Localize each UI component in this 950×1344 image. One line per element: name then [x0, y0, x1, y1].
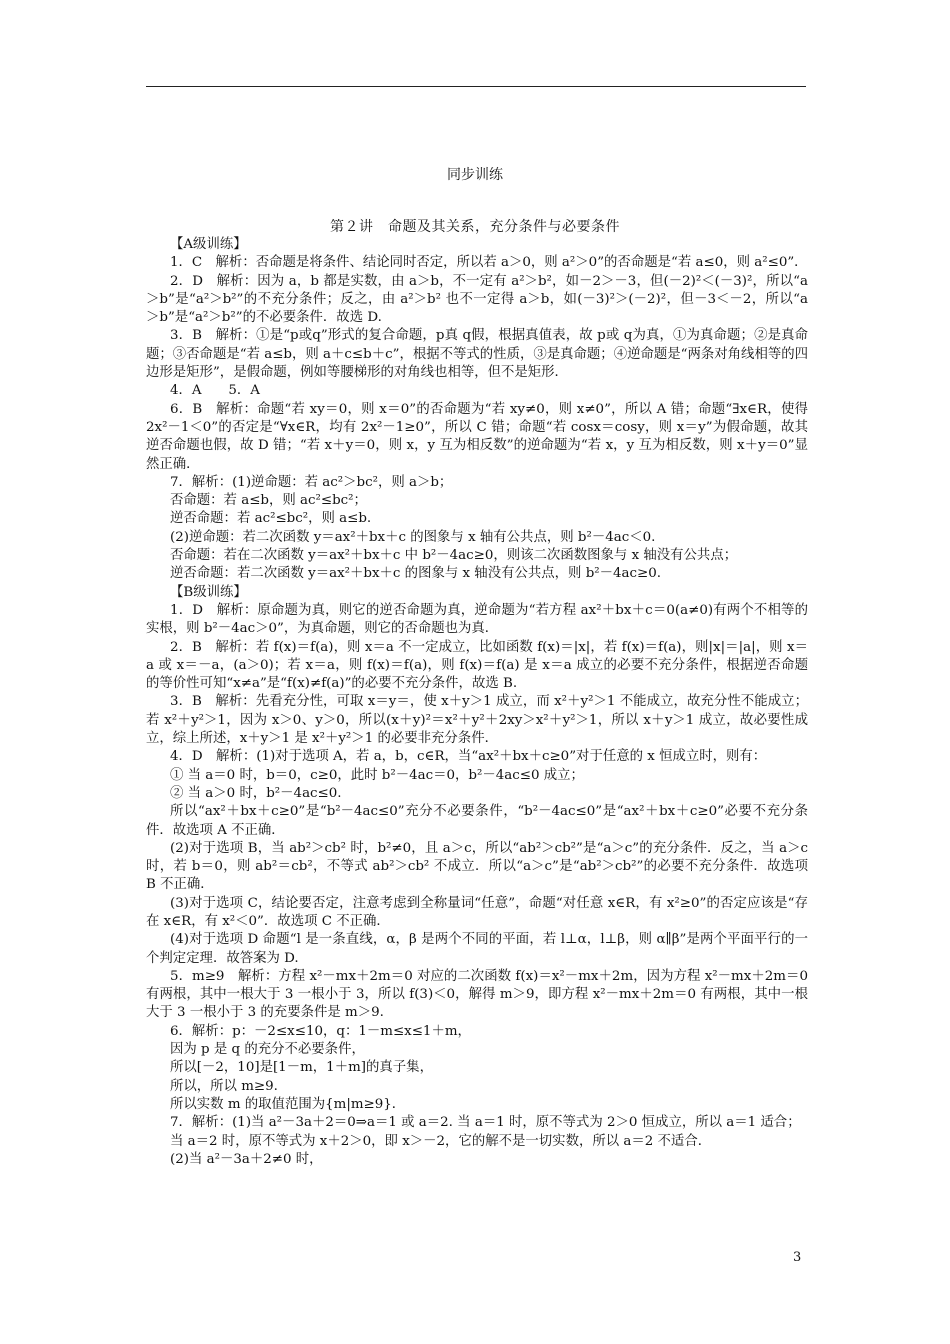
answer-paragraph: 逆否命题：若 ac²≤bc²，则 a≤b.: [170, 511, 372, 527]
answer-paragraph: (2)对于选项 B，当 ab²＞cb² 时，b²≠0，且 a＞c，所以“ab²＞cb²”是“a＞c”的充分条件．反之，当 a＞c 时，若 b＝0，则 ab²＝cb²，不等式 ab²＞cb² 不成立．所以“a＞c”是“ab²＞cb²”的必要不充分条件．故选项 B 不正确．: [146, 840, 808, 893]
content-body: [146, 236, 808, 1169]
answer-paragraph: (4)对于选项 D 命题“l 是一条直线，α，β 是两个不同的平面，若 l⊥α，l⊥β，则 α∥β”是两个平面平行的一个判定定理．故答案为 D.: [146, 932, 808, 966]
answer-paragraph: 4．D 解析：(1)对于选项 A，若 a，b，c∈R，当“ax²＋bx＋c≥0”对于任意的 x 恒成立时，则有：: [170, 749, 767, 765]
answer-paragraph: 6．解析：p：－2≤x≤10，q：1－m≤x≤1＋m，: [170, 1023, 471, 1039]
answer-paragraph: 1．D 解析：原命题为真，则它的逆否命题为真，逆命题为“若方程 ax²＋bx＋c＝0(a≠0)有两个不相等的实根，则 b²－4ac＞0”，为真命题，则它的否命题也为真．: [146, 602, 808, 637]
section-heading-a: 【A级训练】: [170, 237, 247, 252]
answer-paragraph: 当 a＝2 时，原不等式为 x＋2＞0，即 x＞－2，它的解不是一切实数，所以 a＝2 不适合．: [170, 1133, 712, 1149]
lesson-subtitle: 第２讲 命题及其关系，充分条件与必要条件: [330, 219, 620, 235]
answer-paragraph: 7．解析：(1)逆命题：若 ac²＞bc²，则 a＞b；: [170, 474, 453, 490]
answer-paragraph: (2)逆命题：若二次函数 y＝ax²＋bx＋c 的图象与 x 轴有公共点，则 b²－4ac＜0.: [170, 529, 656, 545]
answer-paragraph: 所以“ax²＋bx＋c≥0”是“b²－4ac≤0”充分不必要条件，“b²－4ac≤0”是“ax²＋bx＋c≥0”必要不充分条件．故选项 A 不正确．: [146, 804, 808, 838]
answer-paragraph: 否命题：若 a≤b，则 ac²≤bc²；: [170, 493, 367, 509]
answer-paragraph: 3．B 解析：①是“p或q”形式的复合命题，p真 q假，根据真值表，故 p或 q为真，①为真命题；②是真命题；③否命题是“若 a≤b，则 a＋c≤b＋c”，根据不等式的性质，③是真命题；④逆命题是“两条对角线相等的四边形是矩形”，是假命题，例如等腰梯形的对角线也相等，但不是矩形．: [146, 328, 809, 381]
answer-paragraph: ① 当 a＝0 时，b＝0，c≥0，此时 b²－4ac＝0，b²－4ac≤0 成立；: [170, 767, 584, 783]
page-number: 3: [793, 1250, 802, 1265]
answer-paragraph: 所以[－2，10]是[1－m，1＋m]的真子集，: [170, 1060, 433, 1076]
answer-paragraph: 所以，所以 m≥9.: [170, 1078, 278, 1094]
answer-paragraph: (2)当 a²－3a＋2≠0 时，: [170, 1151, 323, 1167]
answer-paragraph: 2．B 解析：若 f(x)＝f(a)，则 x＝a 不一定成立，比如函数 f(x)＝|x|，若 f(x)＝f(a)，则|x|＝|a|，则 x＝a 或 x＝－a，(a＞0)；若 x＝a，则 f(x)＝f(a)，则 f(x)＝f(a) 是 x＝a 成立的必要不充分条件，根据逆否命题的等价性可知“x≠a”是“f(x)≠f(a)”的必要不充分条件，故选 B.: [146, 639, 808, 692]
answer-paragraph: 2．D 解析：因为 a，b 都是实数，由 a＞b，不一定有 a²＞b²，如－2＞－3，但(－2)²＜(－3)²，所以“a＞b”是“a²＞b²”的不充分条件；反之，由 a²＞b² 也不一定得 a＞b，如(－3)²＞(－2)²，但－3＜－2，所以“a＞b”是“a²＞b²”的不必要条件．故选 D.: [146, 273, 808, 326]
section-heading-b: 【B级训练】: [170, 584, 247, 600]
answer-paragraph: 7．解析：(1)当 a²－3a＋2＝0⇒a＝1 或 a＝2. 当 a＝1 时，原不等式为 2＞0 恒成立，所以 a＝1 适合；: [170, 1115, 801, 1131]
answer-paragraph: 否命题：若在二次函数 y＝ax²＋bx＋c 中 b²－4ac≥0，则该二次函数图象与 x 轴没有公共点；: [170, 548, 738, 564]
answer-paragraph: 4．A 5．A: [170, 383, 260, 399]
page-title: 同步训练: [447, 167, 503, 183]
header-rule: [146, 86, 806, 87]
answer-paragraph: 5．m≥9 解析：方程 x²－mx＋2m＝0 对应的二次函数 f(x)＝x²－mx＋2m，因为方程 x²－mx＋2m＝0 有两根，其中一根大于 3 一根小于 3，所以 f(3)＜0，解得 m＞9，即方程 x²－mx＋2m＝0 有两根，其中一根大于 3 一根小于 3 的充要条件是 m＞9.: [146, 968, 808, 1021]
answer-paragraph: 因为 p 是 q 的充分不必要条件，: [170, 1042, 365, 1058]
answer-paragraph: 逆否命题：若二次函数 y＝ax²＋bx＋c 的图象与 x 轴没有公共点，则 b²－4ac≥0.: [170, 566, 662, 582]
answer-paragraph: ② 当 a＞0 时，b²－4ac≤0.: [170, 785, 342, 801]
answer-paragraph: 1．C 解析：否命题是将条件、结论同时否定，所以若 a＞0，则 a²＞0”的否命题是“若 a≤0，则 a²≤0”．: [170, 255, 808, 271]
answer-paragraph: 3．B 解析：先看充分性，可取 x＝y＝，使 x＋y＞1 成立，而 x²＋y²＞1 不能成立，故充分性不能成立；若 x²＋y²＞1，因为 x＞0、y＞0，所以(x＋y)²＝x²＋y²＋2xy＞x²＋y²＞1，所以 x＋y＞1 成立，故必要性成立，综上所述，x＋y＞1 是 x²＋y²＞1 的必要非充分条件．: [146, 694, 808, 747]
answer-paragraph: 6．B 解析：命题“若 xy＝0，则 x＝0”的否命题为“若 xy≠0，则 x≠0”，所以 A 错；命题“∃x∈R，使得 2x²－1＜0”的否定是“∀x∈R，均有 2x²－1≥0”，所以 C 错；命题“若 cosx＝cosy，则 x＝y”为假命题，故其逆否命题也假，故 D 错；“若 x＋y＝0，则 x，y 互为相反数”的逆命题为“若 x，y 互为相反数，则 x＋y＝0”显然正确．: [146, 401, 808, 472]
answer-paragraph: 所以实数 m 的取值范围为{m|m≥9}．: [170, 1096, 406, 1112]
answer-paragraph: (3)对于选项 C，结论要否定，注意考虑到全称量词“任意”，命题“对任意 x∈R，有 x²≥0”的否定应该是“存在 x∈R，有 x²＜0”．故选项 C 不正确．: [146, 895, 808, 929]
